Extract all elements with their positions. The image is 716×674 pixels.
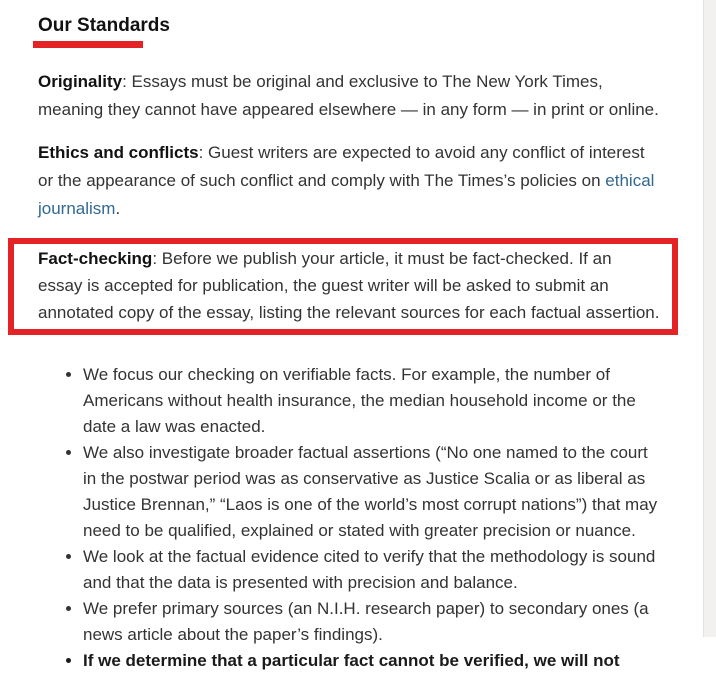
list-item-cannot-be-verified: • If we determine that a particular fact cannot be verified, we will not	[83, 648, 660, 674]
paragraph-ethics	[38, 139, 660, 223]
paragraph-text-ethics: : Guest writers are expected to avoid any conflict of interest or the appearance of such conflict and comply with The Times’s policies on	[38, 143, 645, 190]
paragraph-text-fact-checking: : Before we publish your article, it must be fact-checked. If an essay is accepted for publication, the guest writer will be asked to submit an annotated copy of the essay, listing the relevant sources for each factual assertion.	[38, 249, 660, 322]
paragraph-originality	[38, 68, 660, 124]
paragraph-text-originality: : Essays must be original and exclusive to The New York Times, meaning they cannot have appeared elsewhere — in any form — in print or online.	[38, 72, 659, 119]
fact-checking-bullet-list	[38, 362, 660, 674]
red-underline-annotation	[33, 41, 143, 48]
section-heading: Our Standards	[38, 15, 170, 36]
list-item-factual-evidence: • We look at the factual evidence cited to verify that the methodology is sound and that the data is presented with precision and balance.	[83, 544, 660, 596]
paragraph-lead-ethics: Ethics and conflicts	[38, 143, 199, 162]
paragraph-lead-originality: Originality	[38, 72, 123, 91]
ethical-journalism-link[interactable]: ethical journalism	[38, 171, 655, 218]
scrollbar-track[interactable]	[703, 0, 716, 637]
list-item-broader-assertions: • We also investigate broader factual assertions (“No one named to the court in the postwar period was as conservative as Justice Scalia or as liberal as Justice Brennan,” “Laos is one of the world’s most corrupt nations”) that may need to be qualified, explained or stated with greater precision or nuance.	[83, 440, 660, 544]
paragraph-fact-checking	[38, 245, 660, 326]
list-item-verifiable-facts: • We focus our checking on verifiable facts. For example, the number of Americans without health insurance, the median household income or the date a law was enacted.	[83, 362, 660, 440]
fact-checking-highlight-box	[8, 238, 678, 335]
paragraph-lead-fact-checking: Fact-checking	[38, 249, 153, 268]
standards-article	[38, 15, 660, 674]
list-item-primary-sources: • We prefer primary sources (an N.I.H. research paper) to secondary ones (a news article about the paper’s findings).	[83, 596, 660, 648]
paragraph-text-ethics-end: .	[115, 199, 121, 218]
